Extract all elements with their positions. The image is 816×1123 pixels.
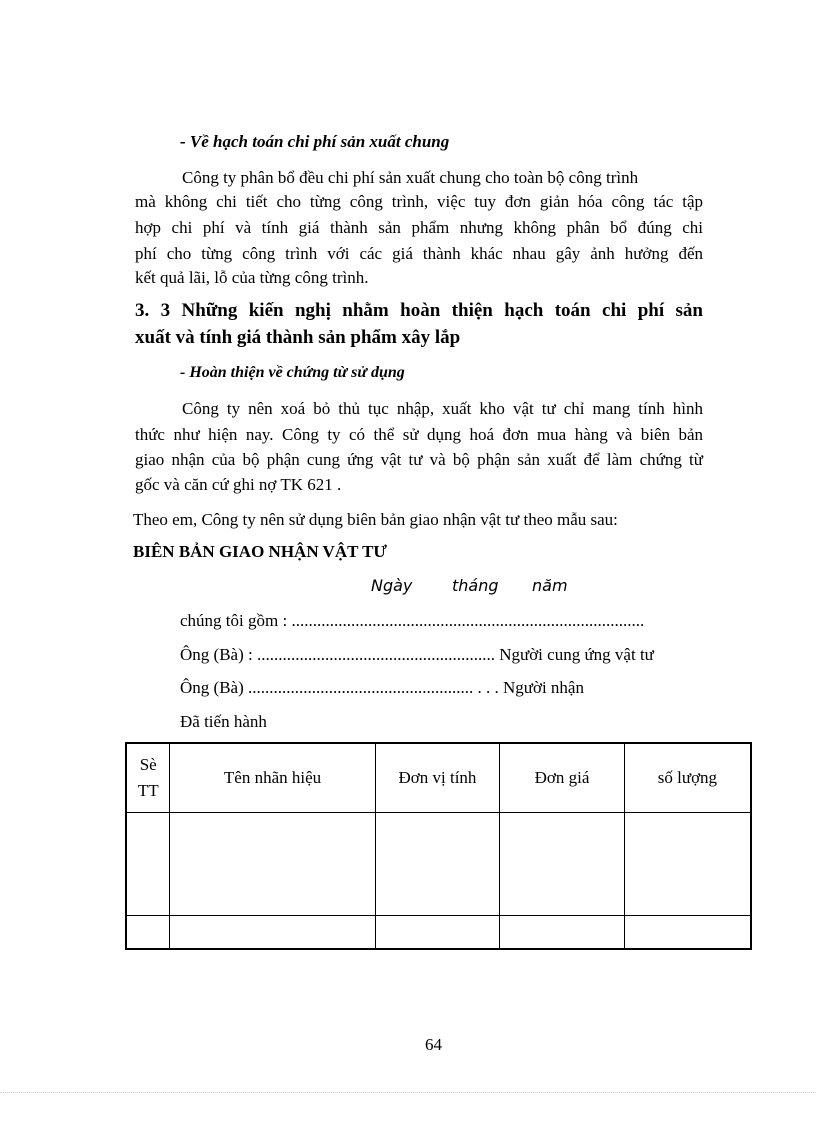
table-cell <box>375 813 500 916</box>
section-title-line-2: xuất và tính giá thành sản phẩm xây lắp <box>135 327 461 348</box>
date-month-label: tháng <box>452 576 499 595</box>
paragraph-line: gốc và căn cứ ghi nợ TK 621 . <box>135 475 342 494</box>
header-unit: Đơn vị tính <box>375 743 500 813</box>
table-cell <box>375 916 500 949</box>
table-cell <box>126 813 170 916</box>
supplier-line: Ông (Bà) : ........................................................ Người cung ứng vật tư <box>180 645 654 664</box>
paragraph-line: giao nhận của bộ phận cung ứng vật tư và bộ phận sản xuất để làm chứng từ <box>135 450 703 469</box>
section-title-line-1: 3. 3 Những kiến nghị nhằm hoàn thiện hạch toán chi phí sản <box>135 300 703 321</box>
form-title: BIÊN BẢN GIAO NHẬN VẬT TƯ <box>133 542 387 561</box>
table-header-row <box>126 743 751 813</box>
date-year-label: năm <box>532 576 568 595</box>
header-brand-name: Tên nhãn hiệu <box>170 743 375 813</box>
table-cell <box>624 916 751 949</box>
paragraph-line: hợp chi phí và tính giá thành sản phẩm nhưng không phân bổ đúng chi <box>135 218 703 237</box>
table-row <box>126 916 751 949</box>
page-number: 64 <box>425 1035 442 1054</box>
paragraph-line: thức như hiện nay. Công ty có thể sử dụng hoá đơn mua hàng và biên bản <box>135 425 703 444</box>
subheading-documents: - Hoàn thiện về chứng từ sử dụng <box>180 364 405 381</box>
table-cell <box>500 813 625 916</box>
paragraph-line: mà không chi tiết cho từng công trình, việc tuy đơn giản hóa công tác tập <box>135 192 703 211</box>
footer-divider <box>0 1092 816 1093</box>
table-cell <box>170 916 375 949</box>
table-cell <box>500 916 625 949</box>
paragraph-line <box>182 166 703 190</box>
table-cell <box>170 813 375 916</box>
header-quantity: số lượng <box>624 743 751 813</box>
table-cell <box>624 813 751 916</box>
paragraph-line: phí cho từng công trình với các giá thành khác nhau gây ảnh hưởng đến <box>135 244 703 263</box>
we-include-line: chúng tôi gồm : ................................................................................... <box>180 611 645 630</box>
form-intro: Theo em, Công ty nên sử dụng biên bản giao nhận vật tư theo mẫu sau: <box>133 510 618 529</box>
text: Công ty phân bổ đều chi phí sản xuất chung cho toàn bộ công trình <box>182 168 639 187</box>
date-day-label: Ngày <box>371 576 413 595</box>
header-stt: Sè TT <box>126 743 170 813</box>
receiver-line: Ông (Bà) ..................................................... . . . Người nhận <box>180 678 584 697</box>
table-cell <box>126 916 170 949</box>
conducted-line: Đã tiến hành <box>180 712 267 731</box>
header-unit-price: Đơn giá <box>500 743 625 813</box>
table-row <box>126 813 751 916</box>
section-heading-overhead: - Về hạch toán chi phí sản xuất chung <box>180 132 450 151</box>
paragraph-line: kết quả lãi, lỗ của từng công trình. <box>135 268 369 287</box>
paragraph-line: Công ty nên xoá bỏ thủ tục nhập, xuất kho vật tư chỉ mang tính hình <box>182 399 703 418</box>
goods-table <box>125 742 752 950</box>
